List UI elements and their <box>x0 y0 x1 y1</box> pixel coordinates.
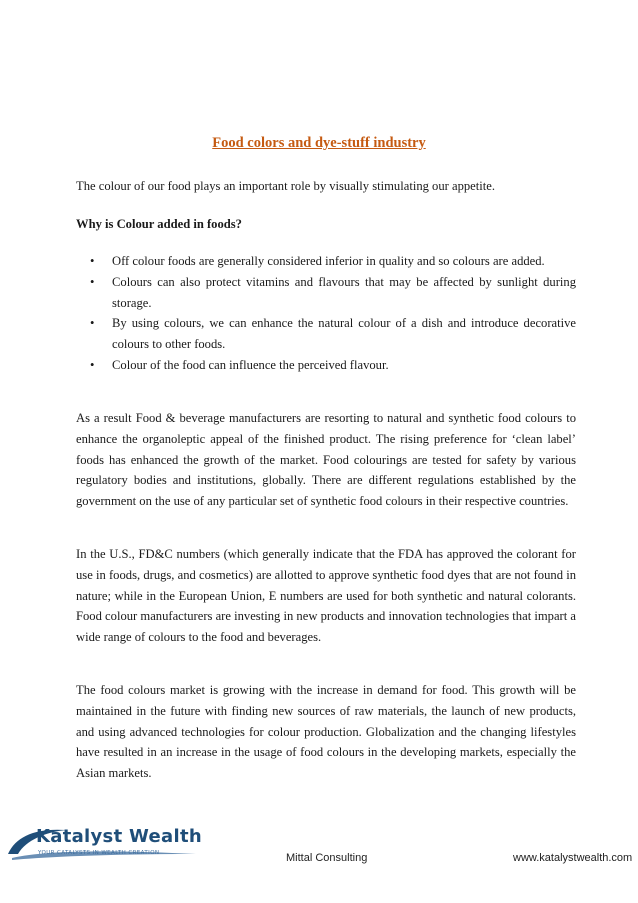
list-item: • Colours can also protect vitamins and flavours that may be affected by sunlight during storage. <box>76 272 576 314</box>
document-title: Food colors and dye-stuff industry <box>212 135 426 151</box>
body-paragraph: As a result Food & beverage manufacturers are resorting to natural and synthetic food colours to enhance the organoleptic appeal of the finished product. The rising preference for ‘clean label’ foods has enhanced the growth of the market. Food colourings are tested for safety by various regulatory bodies and institutions, globally. There are different regulations established by the government on the use of any particular set of synthetic food colours in their respective countries. <box>76 411 576 509</box>
katalyst-wealth-logo <box>6 824 202 864</box>
list-item: • Off colour foods are generally considered inferior in quality and so colours are added. <box>76 251 576 272</box>
body-paragraph: In the U.S., FD&C numbers (which generally indicate that the FDA has approved the colorant for use in foods, drugs, and cosmetics) are allotted to approve synthetic food dyes that are not found in nature; while in the European Union, E numbers are used for both synthetic and natural colorants. Food colour manufacturers are investing in new products and innovation technologies that impart a wide range of colours to the food and beverages. <box>76 547 576 645</box>
list-item: • By using colours, we can enhance the natural colour of a dish and introduce decorative colours to other foods. <box>76 313 576 355</box>
reasons-list <box>76 251 576 376</box>
footer-website-link[interactable]: www.katalystwealth.com <box>513 852 633 864</box>
intro-paragraph: The colour of our food plays an important role by visually stimulating our appetite. <box>76 179 496 193</box>
list-item: • Colour of the food can influence the perceived flavour. <box>76 355 576 376</box>
page-footer <box>0 818 638 878</box>
section-heading: Why is Colour added in foods? <box>76 217 242 231</box>
footer-company: Mittal Consulting <box>286 852 368 864</box>
logo-name: Katalyst Wealth <box>36 826 202 847</box>
logo-tagline: YOUR CATALYSTS IN WEALTH CREATION <box>38 850 160 856</box>
body-paragraph: The food colours market is growing with the increase in demand for food. This growth will be maintained in the future with finding new sources of raw materials, the launch of new products, and using advanced technologies for colour production. Globalization and the changing lifestyles have resulted in an increase in the usage of food colours in the developing markets, especially the Asian markets. <box>76 683 576 781</box>
